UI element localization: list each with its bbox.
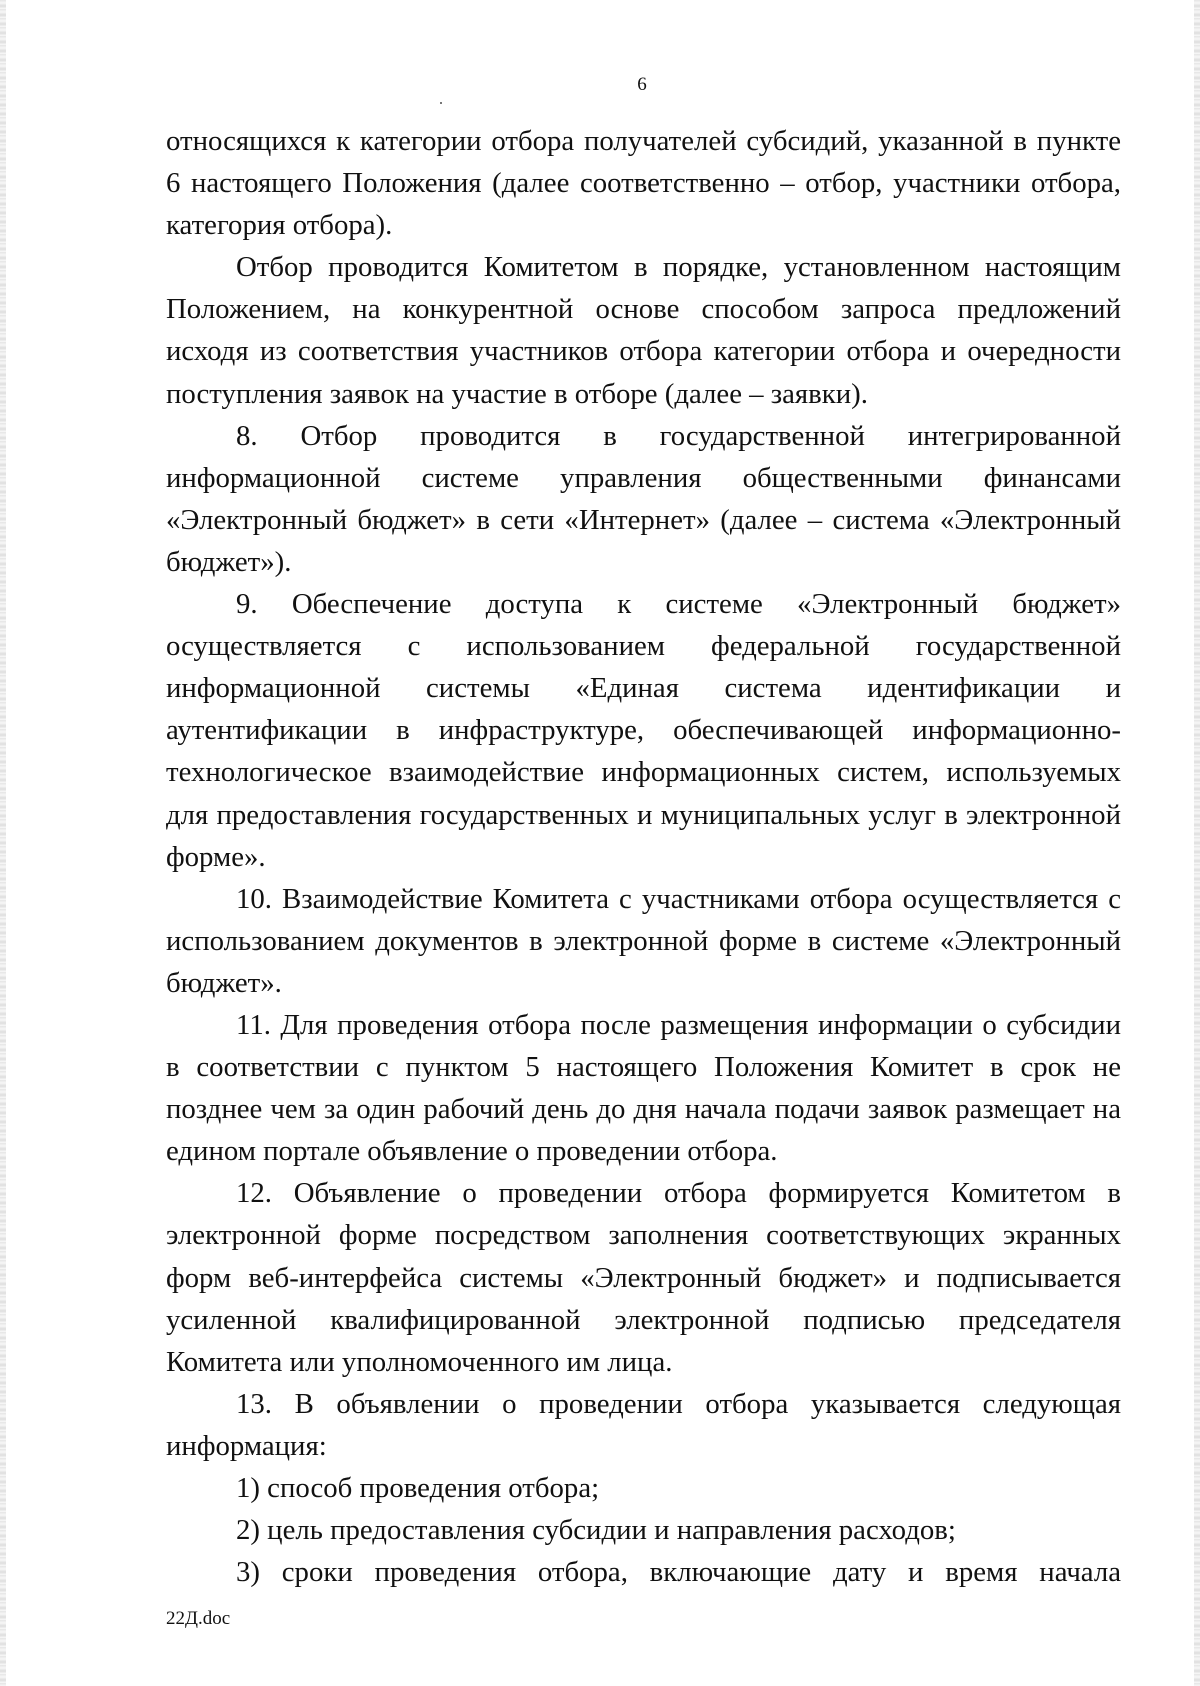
document-body (166, 120, 1121, 1593)
paragraph-13: 13. В объявлении о проведении отбора указывается следующая информация: (166, 1387, 1121, 1462)
paragraph-selection-procedure: Отбор проводится Комитетом в порядке, установленном настоящим Положением, на конкурентной основе способом запроса предложений исходя из соответствия участников отбора категории отбора и очередности поступления заявок на участие в отборе (далее – заявки). (166, 251, 1121, 410)
scan-speck (440, 102, 442, 104)
paragraph-12: 12. Объявление о проведении отбора формируется Комитетом в электронной форме посредством заполнения соответствующих экранных форм веб-интерфейса системы «Электронный бюджет» и подписывается усиленной квалифицированной электронной подписью председателя Комитета или уполномоченного им лица. (166, 1177, 1121, 1378)
page-number: 6 (637, 74, 647, 95)
list-item-2: 2) цель предоставления субсидии и направления расходов; (236, 1514, 956, 1547)
footer-filename: 22Д.doc (166, 1608, 231, 1629)
paragraph-9: 9. Обеспечение доступа к системе «Электронный бюджет» осуществляется с использованием федеральной государственной информационной системы «Единая система идентификации и аутентификации в инфраструктуре, обеспечивающей информационно-технологическое взаимодействие информационных систем, используемых для предоставления государственных и муниципальных услуг в электронной форме». (166, 588, 1121, 873)
scan-edge-right (1194, 0, 1200, 1686)
paragraph-11: 11. Для проведения отбора после размещения информации о субсидии в соответствии с пунктом 5 настоящего Положения Комитет в срок не позднее чем за один рабочий день до дня начала подачи заявок размещает на едином портале объявление о проведении отбора. (166, 1008, 1121, 1168)
paragraph-10: 10. Взаимодействие Комитета с участниками отбора осуществляется с использованием документов в электронной форме в системе «Электронный бюджет». (166, 882, 1121, 999)
paragraph-continuation: относящихся к категории отбора получателей субсидий, указанной в пункте 6 настоящего Положения (далее соответственно – отбор, участники отбора, категория отбора). (166, 125, 1121, 242)
paragraph-8: 8. Отбор проводится в государственной интегрированной информационной системе управления общественными финансами «Электронный бюджет» в сети «Интернет» (далее – система «Электронный бюджет»). (166, 419, 1121, 578)
list-item-1: 1) способ проведения отбора; (236, 1472, 600, 1504)
list-item-3: 3) сроки проведения отбора, включающие дату и время начала (236, 1556, 1121, 1589)
scan-edge-left (0, 0, 6, 1686)
